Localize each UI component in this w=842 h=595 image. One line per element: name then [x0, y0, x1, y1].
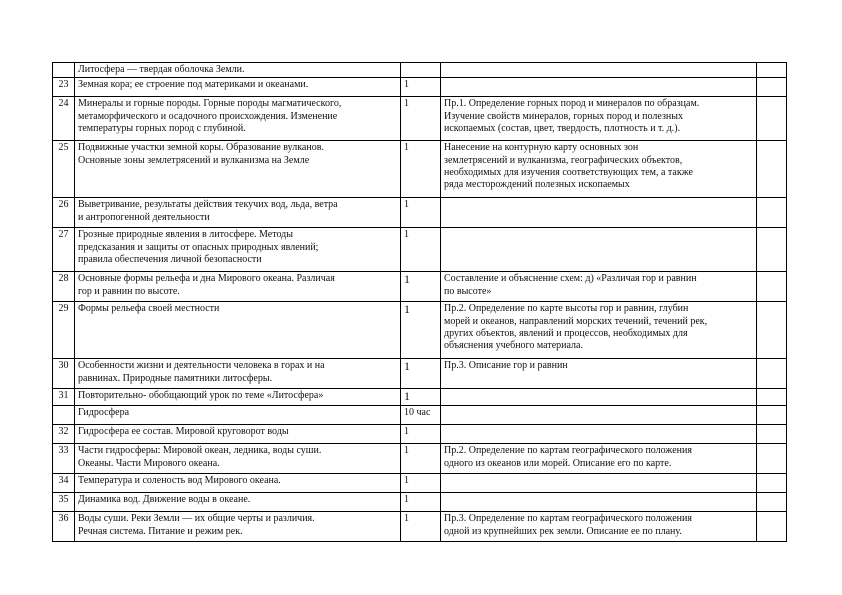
- lesson-topic: Динамика вод. Движение воды в океане.: [75, 493, 401, 512]
- lesson-topic: Основные формы рельефа и дна Мирового океана. Различая гор и равнин по высоте.: [75, 272, 401, 302]
- lesson-hours: 1: [401, 512, 441, 542]
- empty-cell: [757, 389, 787, 406]
- practical-work: Нанесение на контурную карту основных зон землетрясений и вулканизма, географических объектов, необходимых для изучения соответствующих тем, а также ряда месторождений полезных ископаемых: [441, 141, 757, 198]
- lesson-number: 34: [53, 474, 75, 493]
- empty-cell: [757, 512, 787, 542]
- table-row: [53, 141, 787, 198]
- empty-cell: [757, 425, 787, 444]
- lesson-topic: Выветривание, результаты действия текучих вод, льда, ветра и антропогенной деятельности: [75, 198, 401, 228]
- table-row: [53, 272, 787, 302]
- lesson-number: 29: [53, 302, 75, 359]
- table-row: [53, 425, 787, 444]
- table-row: [53, 302, 787, 359]
- empty-cell: [757, 97, 787, 141]
- table-row: [53, 63, 787, 78]
- lesson-hours: 1: [401, 198, 441, 228]
- empty-cell: [757, 444, 787, 474]
- empty-cell: [757, 141, 787, 198]
- lesson-number: 28: [53, 272, 75, 302]
- lesson-topic: Части гидросферы: Мировой океан, ледника, воды суши. Океаны. Части Мирового океана.: [75, 444, 401, 474]
- lesson-topic: Литосфера — твердая оболочка Земли.: [75, 63, 401, 78]
- lesson-hours: 1: [401, 474, 441, 493]
- practical-work: Пр.1. Определение горных пород и минералов по образцам. Изучение свойств минералов, горных пород и полезных ископаемых (состав, цвет, твердость, плотность и т. д.).: [441, 97, 757, 141]
- lesson-number: 23: [53, 78, 75, 97]
- table-row: [53, 97, 787, 141]
- lesson-plan-table: [52, 62, 787, 542]
- table-row: [53, 78, 787, 97]
- lesson-hours: 1: [401, 493, 441, 512]
- empty-cell: [757, 78, 787, 97]
- lesson-hours: 1: [401, 389, 441, 406]
- empty-cell: [757, 272, 787, 302]
- lesson-topic: Температура и соленость вод Мирового океана.: [75, 474, 401, 493]
- practical-work: Составление и объяснение схем: д) «Различая гор и равнин по высоте»: [441, 272, 757, 302]
- empty-cell: [757, 406, 787, 425]
- lesson-number: 30: [53, 359, 75, 389]
- section-hours: 10 час: [401, 406, 441, 425]
- empty-cell: [757, 493, 787, 512]
- lesson-hours: 1: [401, 78, 441, 97]
- empty-cell: [757, 63, 787, 78]
- practical-work: [441, 63, 757, 78]
- lesson-topic: Формы рельефа своей местности: [75, 302, 401, 359]
- empty-cell: [757, 198, 787, 228]
- lesson-number: 24: [53, 97, 75, 141]
- table-row: [53, 493, 787, 512]
- lesson-number: 36: [53, 512, 75, 542]
- lesson-hours: 1: [401, 425, 441, 444]
- lesson-number: 33: [53, 444, 75, 474]
- lesson-number: 31: [53, 389, 75, 406]
- table-row: [53, 359, 787, 389]
- practical-work: Пр.3. Описание гор и равнин: [441, 359, 757, 389]
- practical-work: [441, 389, 757, 406]
- lesson-topic: Грозные природные явления в литосфере. Методы предсказания и защиты от опасных природных явлений; правила обеспечения личной безопасности: [75, 228, 401, 272]
- practical-work: [441, 78, 757, 97]
- lesson-topic: Минералы и горные породы. Горные породы магматического, метаморфического и осадочного происхождения. Изменение температуры горных пород с глубиной.: [75, 97, 401, 141]
- table-row: [53, 474, 787, 493]
- empty-cell: [757, 302, 787, 359]
- lesson-topic: Воды суши. Реки Земли — их общие черты и различия. Речная система. Питание и режим рек.: [75, 512, 401, 542]
- practical-work: Пр.2. Определение по картам географического положения одного из океанов или морей. Описание его по карте.: [441, 444, 757, 474]
- lesson-number: 25: [53, 141, 75, 198]
- lesson-topic: Подвижные участки земной коры. Образование вулканов. Основные зоны землетрясений и вулканизма на Земле: [75, 141, 401, 198]
- table-row: [53, 198, 787, 228]
- practical-work: [441, 406, 757, 425]
- lesson-hours: 1: [401, 359, 441, 389]
- lesson-topic: Гидросфера ее состав. Мировой круговорот воды: [75, 425, 401, 444]
- practical-work: Пр.3. Определение по картам географического положения одной из крупнейших рек земли. Описание ее по плану.: [441, 512, 757, 542]
- lesson-number: 32: [53, 425, 75, 444]
- empty-cell: [757, 474, 787, 493]
- practical-work: [441, 228, 757, 272]
- table-row: [53, 228, 787, 272]
- practical-work: Пр.2. Определение по карте высоты гор и равнин, глубин морей и океанов, направлений морских течений, течений рек, других объектов, явлений и процессов, необходимых для объяснения учебного материала.: [441, 302, 757, 359]
- lesson-hours: 1: [401, 272, 441, 302]
- table-row: [53, 512, 787, 542]
- empty-cell: [757, 228, 787, 272]
- practical-work: [441, 474, 757, 493]
- lesson-topic: Особенности жизни и деятельности человека в горах и на равнинах. Природные памятники литосферы.: [75, 359, 401, 389]
- section-row: [53, 406, 787, 425]
- practical-work: [441, 425, 757, 444]
- lesson-hours: [401, 63, 441, 78]
- table-row: [53, 389, 787, 406]
- lesson-hours: 1: [401, 228, 441, 272]
- lesson-number: 27: [53, 228, 75, 272]
- lesson-number: [53, 406, 75, 425]
- section-title: Гидросфера: [75, 406, 401, 425]
- lesson-hours: 1: [401, 97, 441, 141]
- lesson-topic: Земная кора; ее строение под материками и океанами.: [75, 78, 401, 97]
- lesson-number: 35: [53, 493, 75, 512]
- practical-work: [441, 493, 757, 512]
- practical-work: [441, 198, 757, 228]
- lesson-hours: 1: [401, 444, 441, 474]
- lesson-hours: 1: [401, 302, 441, 359]
- lesson-topic: Повторительно- обобщающий урок по теме «Литосфера»: [75, 389, 401, 406]
- lesson-hours: 1: [401, 141, 441, 198]
- table-row: [53, 444, 787, 474]
- lesson-number: 26: [53, 198, 75, 228]
- empty-cell: [757, 359, 787, 389]
- lesson-number: [53, 63, 75, 78]
